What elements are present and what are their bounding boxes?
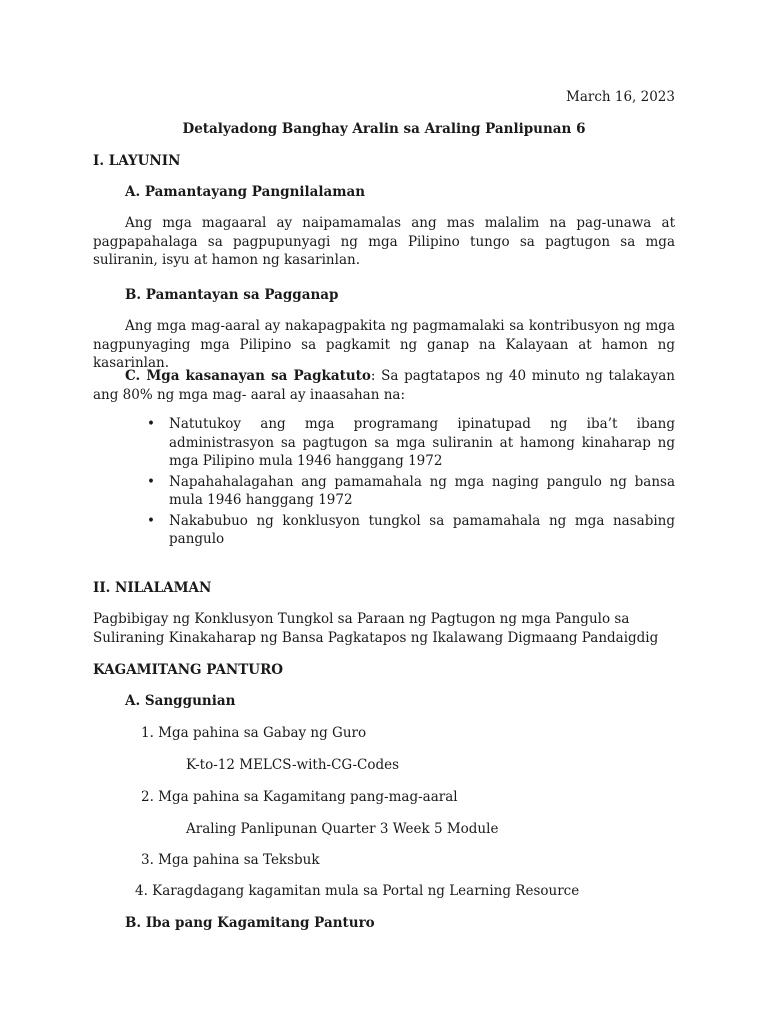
document-date: March 16, 2023	[566, 89, 675, 105]
kasanayan-sa-pagkatuto-heading: C. Mga kasanayan sa Pagkatuto	[125, 368, 371, 384]
sanggunian-item-4: 4. Karagdagang kagamitan mula sa Portal ng Learning Resource	[135, 883, 580, 899]
bullet-icon: •	[147, 416, 155, 432]
sanggunian-heading: A. Sanggunian	[125, 693, 236, 709]
section-layunin-heading: I. LAYUNIN	[93, 153, 181, 169]
iba-pang-kagamitan-heading: B. Iba pang Kagamitang Panturo	[125, 915, 375, 931]
sanggunian-item-3: 3. Mga pahina sa Teksbuk	[141, 852, 320, 868]
sanggunian-item-2-detail: Araling Panlipunan Quarter 3 Week 5 Module	[186, 821, 499, 837]
sanggunian-item-1: 1. Mga pahina sa Gabay ng Guro	[141, 725, 367, 741]
list-item: • Napahahalagahan ang pamamahala ng mga naging pangulo ng bansa mula 1946 hanggang 1972	[147, 473, 675, 508]
bullet-icon: •	[147, 512, 155, 529]
list-item: • Natutukoy ang mga programang ipinatupad ng iba’t ibang administrasyon sa pagtugon sa mga suliranin at hamong kinaharap ng mga Pilipino mula 1946 hanggang 1972	[147, 416, 675, 469]
nilalaman-text: Pagbibigay ng Konklusyon Tungkol sa Paraan ng Pagtugon ng mga Pangulo sa Suliraning Kinakaharap ng Bansa Pagkatapos ng Ikalawang Digmaang Pandaigdig	[93, 611, 659, 646]
pamantayang-pangnilalaman-heading: A. Pamantayang Pangnilalaman	[125, 184, 366, 200]
pamantayan-sa-pagganap-text: Ang mga mag-aaral ay nakapagpakita ng pagmamalaki sa kontribusyon ng mga nagpunyaging mga Pilipino sa pagkamit ng ganap na Kalayaan at hamon ng kasarinlan.	[93, 318, 675, 371]
document-page	[93, 0, 675, 1024]
list-item: • Nakabubuo ng konklusyon tungkol sa pamamahala ng mga nasabing pangulo	[147, 512, 675, 547]
pamantayan-sa-pagganap-heading: B. Pamantayan sa Pagganap	[125, 287, 339, 303]
sanggunian-item-2: 2. Mga pahina sa Kagamitang pang-mag-aaral	[141, 789, 458, 805]
kagamitang-panturo-heading: KAGAMITANG PANTURO	[93, 662, 284, 678]
sanggunian-item-1-detail: K-to-12 MELCS-with-CG-Codes	[186, 757, 400, 773]
section-nilalaman-heading: II. NILALAMAN	[93, 580, 212, 596]
kasanayan-sa-pagkatuto-paragraph	[93, 367, 675, 404]
pamantayang-pangnilalaman-text: Ang mga magaaral ay naipamamalas ang mas malalim na pag-unawa at pagpapahalaga sa pagpupunyagi ng mga Pilipino tungo sa pagtugon sa mga suliranin, isyu at hamon ng kasarinlan.	[93, 215, 675, 268]
document-title: Detalyadong Banghay Aralin sa Araling Panlipunan 6	[182, 121, 586, 137]
learning-objectives-list	[143, 415, 675, 551]
kasanayan-sa-pagkatuto-text: : Sa pagtatapos ng 40 minuto ng talakayan ang 80% ng mga mag- aaral ay inaasahan na:	[93, 368, 675, 403]
bullet-icon: •	[147, 473, 155, 490]
